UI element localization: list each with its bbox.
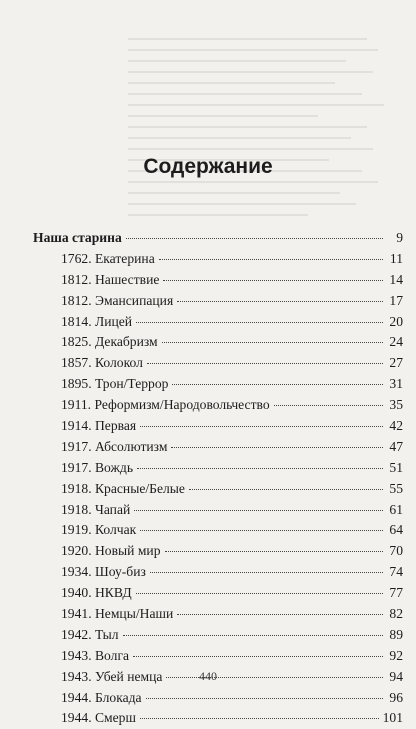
toc-entry-page: 31 [389,376,403,392]
toc-entry-title: 1941. Немцы/Наши [61,606,174,622]
toc-entry-page: 9 [396,230,403,245]
toc-entry[interactable] [33,249,403,270]
toc-entry[interactable] [33,562,403,583]
dot-leader [146,697,383,699]
toc-entry-title: 1917. Абсолютизм [61,438,168,454]
toc-entry-page: 11 [389,250,403,266]
toc-entry-title: 1918. Чапай [61,501,131,517]
toc-entry[interactable] [33,708,403,729]
toc-entry-title: 1814. Лицей [61,313,133,329]
dot-leader [136,321,383,323]
dot-leader [137,467,383,469]
toc-entry[interactable] [33,604,403,625]
toc-entry[interactable] [33,395,403,416]
dot-leader [140,529,383,531]
dot-leader [123,634,383,636]
dot-leader [189,488,383,490]
toc-entry-title: 1940. НКВД [61,585,132,601]
toc-entry-page: 55 [389,480,403,496]
toc-entry-page: 20 [389,313,403,329]
toc-entry-page: 101 [382,710,403,726]
toc-entry-page: 35 [389,397,403,413]
toc-entry-title: 1857. Колокол [61,355,143,371]
toc-entry-title: 1895. Трон/Террор [61,376,169,392]
toc-entry-page: 14 [389,271,403,287]
toc-entry-title: 1944. Смерш [61,710,136,726]
toc-entry[interactable] [33,270,403,291]
toc-entry-page: 24 [389,334,403,350]
page-number: 440 [199,669,217,683]
toc-entry-page: 42 [389,418,403,434]
toc-part-entry[interactable] [33,228,403,249]
toc-entry-title: 1812. Нашествие [61,271,160,287]
toc-entry-title: 1911. Реформизм/Народовольчество [61,397,270,413]
dot-leader [140,425,383,427]
toc-entry-page: 89 [389,626,403,642]
dot-leader [274,404,383,406]
dot-leader [172,383,383,385]
dot-leader [159,258,383,260]
table-of-contents [33,228,403,729]
toc-entry[interactable] [33,332,403,353]
toc-entry-title: Наша старина [33,230,122,245]
toc-entry[interactable] [33,458,403,479]
toc-entry[interactable] [33,583,403,604]
toc-entry-title: 1943. Волга [61,647,130,663]
dot-leader [147,362,383,364]
toc-entry[interactable] [33,374,403,395]
toc-entry-page: 27 [389,355,403,371]
toc-entry[interactable] [33,520,403,541]
bleed-through-text [128,38,400,228]
toc-entry[interactable] [33,437,403,458]
toc-entry[interactable] [33,312,403,333]
toc-entry[interactable] [33,353,403,374]
toc-entry-page: 64 [389,522,403,538]
dot-leader [126,237,383,239]
toc-entry[interactable] [33,416,403,437]
toc-entry-page: 92 [389,647,403,663]
toc-entry-page: 77 [389,585,403,601]
page-title: Содержание [143,155,273,178]
toc-entry-page: 70 [389,543,403,559]
toc-entry-page: 94 [389,668,403,684]
toc-entry-page: 47 [389,438,403,454]
toc-entry[interactable] [33,541,403,562]
toc-entry-title: 1920. Новый мир [61,543,161,559]
toc-entry[interactable] [33,479,403,500]
dot-leader [163,279,383,281]
dot-leader [162,341,383,343]
toc-entry-title: 1919. Колчак [61,522,137,538]
toc-entry[interactable] [33,625,403,646]
toc-entry-title: 1825. Декабризм [61,334,158,350]
toc-entry-page: 74 [389,564,403,580]
toc-entry-title: 1943. Убей немца [61,668,163,684]
toc-entry-page: 96 [389,689,403,705]
toc-entry[interactable] [33,646,403,667]
toc-entry-title: 1812. Эмансипация [61,292,174,308]
toc-entry-page: 61 [389,501,403,517]
dot-leader [150,571,383,573]
toc-entry-page: 17 [389,292,403,308]
toc-entry-title: 1918. Красные/Белые [61,480,185,496]
toc-entry-title: 1762. Екатерина [61,250,155,266]
toc-entry[interactable] [33,291,403,312]
dot-leader [177,613,383,615]
toc-entry[interactable] [33,500,403,521]
toc-entry-title: 1917. Вождь [61,459,134,475]
toc-entry-page: 51 [389,459,403,475]
toc-entry-page: 82 [389,606,403,622]
dot-leader [136,592,383,594]
dot-leader [171,446,383,448]
toc-entry-title: 1942. Тыл [61,626,119,642]
toc-entry-title: 1914. Первая [61,418,137,434]
dot-leader [140,717,379,719]
toc-entry-title: 1944. Блокада [61,689,142,705]
dot-leader [134,509,383,511]
dot-leader [177,300,383,302]
dot-leader [165,550,384,552]
toc-entry-title: 1934. Шоу-биз [61,564,146,580]
toc-entry[interactable] [33,688,403,709]
dot-leader [133,655,383,657]
